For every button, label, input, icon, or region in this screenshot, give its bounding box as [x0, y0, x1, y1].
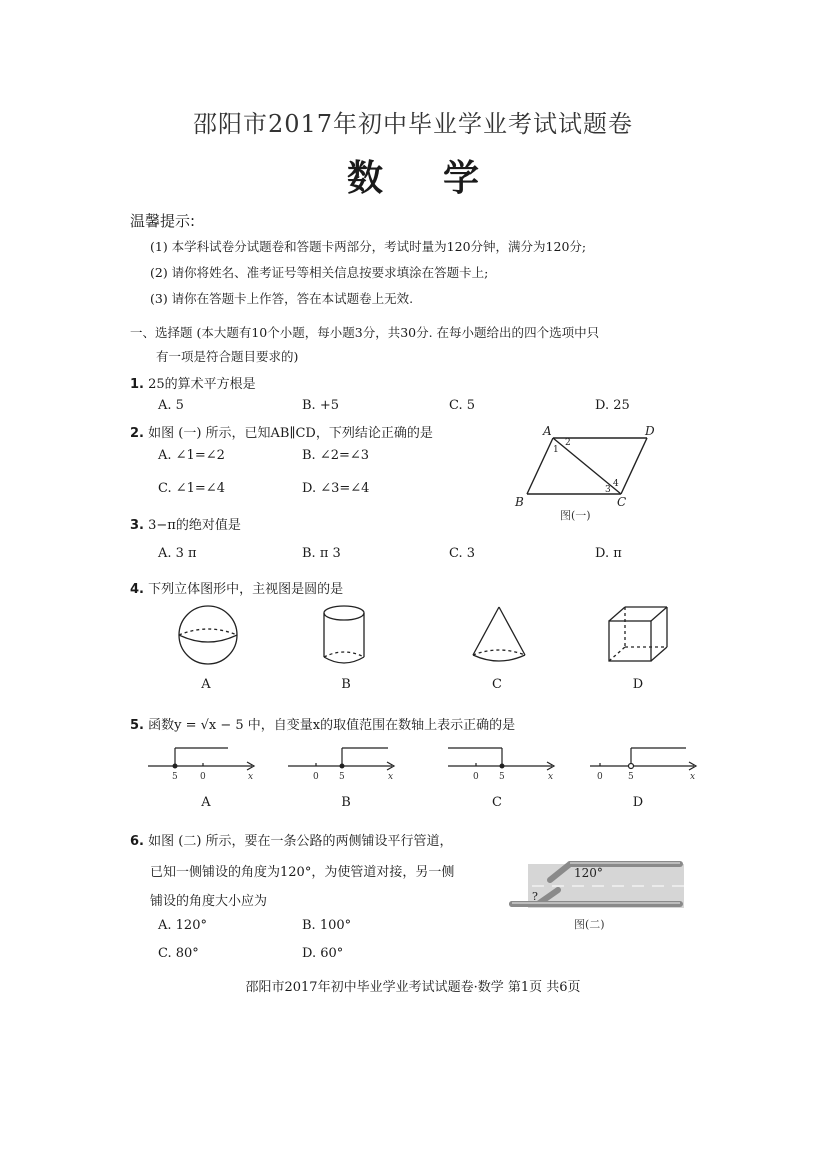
- q6-option-d[interactable]: D. 60°: [302, 946, 344, 961]
- q3-option-a[interactable]: A. 3 π: [158, 546, 197, 561]
- vertex-b-label: B: [515, 495, 524, 509]
- question-6-line-3: 铺设的角度大小应为: [150, 894, 268, 909]
- hints-heading: 温馨提示:: [130, 212, 196, 230]
- q5-label-c[interactable]: C: [492, 795, 502, 810]
- question-6-line-2: 已知一侧铺设的角度为120°，为使管道对接，另一侧: [150, 865, 455, 880]
- question-5: [130, 714, 515, 733]
- angle-3-label: 3: [605, 485, 611, 495]
- axis-var-label: x: [388, 772, 394, 782]
- tick-label: 5: [172, 772, 178, 782]
- vertex-c-label: C: [617, 495, 627, 509]
- vertex-a-label: A: [543, 424, 552, 438]
- q6-option-a[interactable]: A. 120°: [158, 918, 207, 933]
- cone-figure: [468, 603, 530, 667]
- angle-1-label: 1: [553, 445, 559, 455]
- axis-var-label: x: [548, 772, 554, 782]
- cube-figure: [606, 603, 670, 667]
- section-heading: 一、选择题 (本大题有10个小题，每小题3分，共30分. 在每小题给出的四个选项中只: [130, 325, 600, 340]
- tick-label: 5: [339, 772, 345, 782]
- hint-item-3: (3) 请你在答题卡上作答，答在本试题卷上无效.: [150, 291, 414, 306]
- q6-option-c[interactable]: C. 80°: [158, 946, 199, 961]
- q3-option-c[interactable]: C. 3: [449, 546, 476, 561]
- axis-var-label: x: [248, 772, 254, 782]
- q5-label-b[interactable]: B: [341, 795, 351, 810]
- q2-option-a[interactable]: A. ∠1=∠2: [158, 448, 225, 463]
- q5-label-a[interactable]: A: [201, 795, 211, 810]
- q4-label-a[interactable]: A: [201, 677, 211, 692]
- vertex-d-label: D: [645, 424, 655, 438]
- hint-item-1: (1) 本学科试卷分试题卷和答题卡两部分，考试时量为120分钟，满分为120分;: [150, 239, 587, 254]
- figure-1-parallelogram: [505, 420, 675, 525]
- q2-option-b[interactable]: B. ∠2=∠3: [302, 448, 370, 463]
- q4-label-c[interactable]: C: [492, 677, 502, 692]
- question-number: 5.: [130, 718, 144, 733]
- q1-option-c[interactable]: C. 5: [449, 398, 476, 413]
- cylinder-figure: [318, 603, 370, 667]
- sphere-figure: [176, 603, 240, 667]
- q3-option-d[interactable]: D. π: [595, 546, 622, 561]
- question-number: 4.: [130, 582, 144, 597]
- question-text: 下列立体图形中，主视图是圆的是: [148, 582, 344, 597]
- tick-label: 0: [597, 772, 603, 782]
- tick-label: 5: [628, 772, 634, 782]
- tick-label: 0: [200, 772, 206, 782]
- angle-120-label: 120°: [574, 866, 603, 880]
- page-footer: 邵阳市2017年初中毕业学业考试试题卷·数学 第1页 共6页: [245, 980, 581, 995]
- q1-option-a[interactable]: A. 5: [158, 398, 184, 413]
- q4-label-d[interactable]: D: [632, 677, 644, 692]
- unknown-angle-label: ?: [532, 890, 538, 903]
- q6-option-b[interactable]: B. 100°: [302, 918, 352, 933]
- question-number: 1.: [130, 377, 144, 392]
- tick-label: 0: [313, 772, 319, 782]
- question-text: 如图 (一) 所示，已知AB∥CD，下列结论正确的是: [148, 426, 433, 441]
- q2-option-c[interactable]: C. ∠1=∠4: [158, 481, 225, 496]
- number-line-c: [448, 742, 560, 782]
- number-line-a: [148, 742, 260, 782]
- question-text: 25的算术平方根是: [148, 377, 256, 392]
- figure-2-pipes: [508, 852, 684, 934]
- subject-title: 数学: [346, 157, 539, 199]
- question-text: 函数y = √x − 5 中，自变量x的取值范围在数轴上表示正确的是: [148, 718, 516, 733]
- number-line-b: [288, 742, 400, 782]
- question-2: [130, 422, 433, 441]
- figure-1-caption: 图(一): [560, 509, 591, 522]
- q1-option-b[interactable]: B. +5: [302, 398, 339, 413]
- hint-item-2: (2) 请你将姓名、准考证号等相关信息按要求填涂在答题卡上;: [150, 265, 489, 280]
- angle-2-label: 2: [565, 438, 571, 448]
- tick-label: 0: [473, 772, 479, 782]
- question-number: 2.: [130, 426, 144, 441]
- question-text-line-1: 如图 (二) 所示，要在一条公路的两侧铺设平行管道，: [148, 834, 453, 849]
- question-1: [130, 373, 256, 392]
- question-text: 3−π的绝对值是: [148, 518, 241, 533]
- question-3: [130, 514, 241, 533]
- q5-label-d[interactable]: D: [632, 795, 644, 810]
- question-number: 6.: [130, 834, 144, 849]
- q2-option-d[interactable]: D. ∠3=∠4: [302, 481, 370, 496]
- q1-option-d[interactable]: D. 25: [595, 398, 630, 413]
- angle-4-label: 4: [613, 479, 619, 489]
- tick-label: 5: [499, 772, 505, 782]
- number-line-d: [590, 742, 702, 782]
- question-number: 3.: [130, 518, 144, 533]
- question-4: [130, 578, 343, 597]
- section-heading-cont: 有一项是符合题目要求的): [156, 349, 299, 364]
- exam-title: 邵阳市2017年初中毕业学业考试试题卷: [192, 110, 634, 138]
- axis-var-label: x: [690, 772, 696, 782]
- q4-label-b[interactable]: B: [341, 677, 351, 692]
- figure-2-caption: 图(二): [574, 918, 605, 931]
- question-6: [130, 830, 453, 849]
- q3-option-b[interactable]: B. π 3: [302, 546, 341, 561]
